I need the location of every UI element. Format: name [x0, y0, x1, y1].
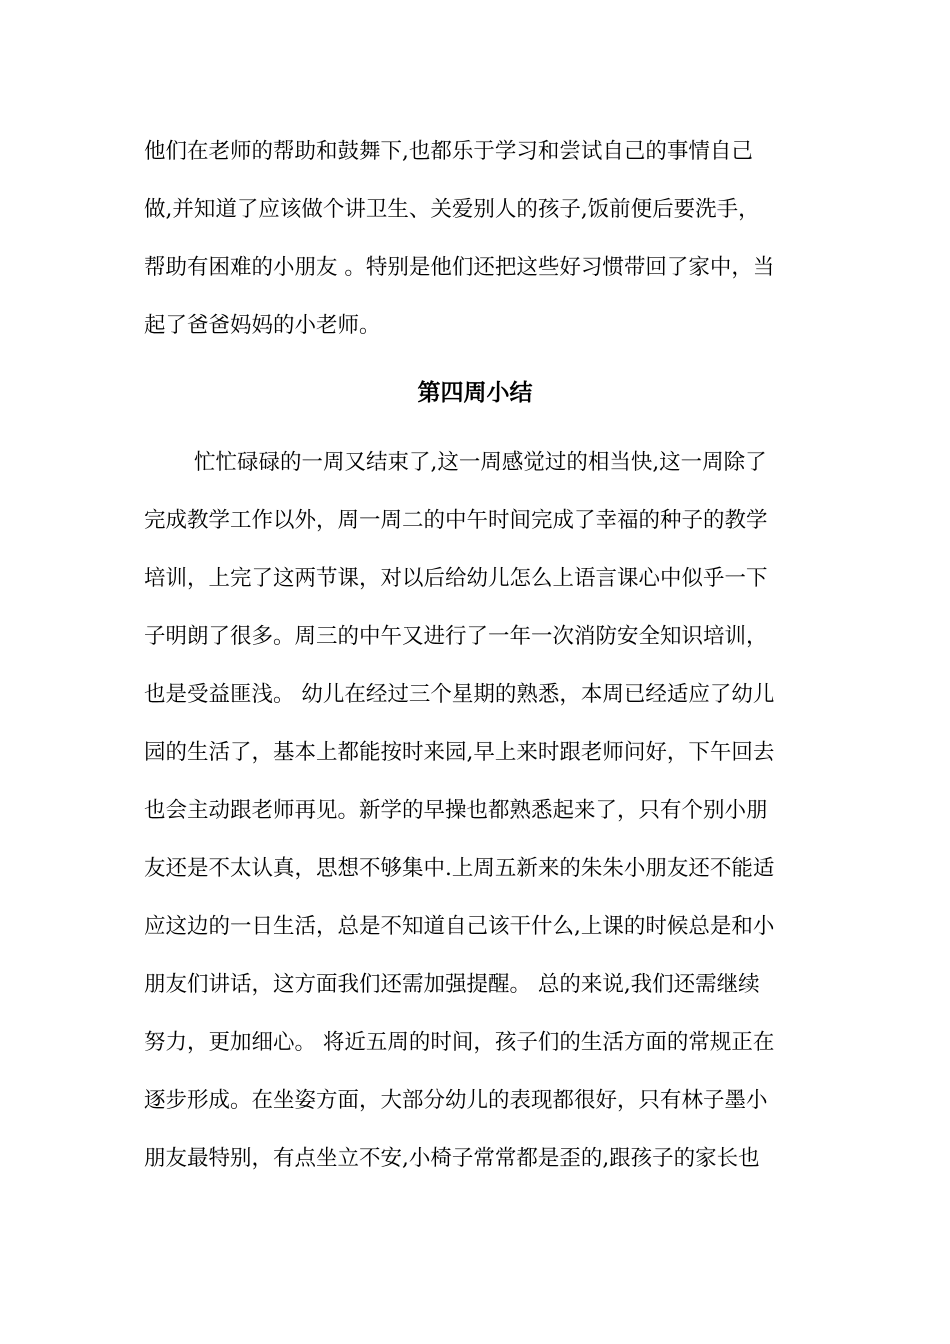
paragraph-line: 培训，上完了这两节课，对以后给幼儿怎么上语言课心中似乎一下 [144, 566, 768, 591]
intro-line: 帮助有困难的小朋友 。特别是他们还把这些好习惯带回了家中，当 [144, 255, 775, 280]
paragraph-line: 朋友最特别，有点坐立不安,小椅子常常都是歪的,跟孩子的家长也 [144, 1146, 760, 1171]
paragraph-line: 友还是不太认真，思想不够集中.上周五新来的朱朱小朋友还不能适 [144, 856, 775, 881]
paragraph-line: 完成教学工作以外，周一周二的中午时间完成了幸福的种子的教学 [144, 508, 768, 533]
paragraph-line: 努力，更加细心。 将近五周的时间，孩子们的生活方面的常规正在 [144, 1030, 775, 1055]
paragraph-line: 也是受益匪浅。 幼儿在经过三个星期的熟悉，本周已经适应了幼儿 [144, 682, 775, 707]
intro-line: 他们在老师的帮助和鼓舞下,也都乐于学习和尝试自己的事情自己 [144, 139, 753, 164]
paragraph-line: 忙忙碌碌的一周又结束了,这一周感觉过的相当快,这一周除了 [194, 450, 767, 475]
intro-line: 起了爸爸妈妈的小老师。 [144, 313, 381, 338]
paragraph-line: 朋友们讲话，这方面我们还需加强提醒。 总的来说,我们还需继续 [144, 972, 760, 997]
paragraph-line: 子明朗了很多。周三的中午又进行了一年一次消防安全知识培训， [144, 624, 768, 649]
intro-line: 做,并知道了应该做个讲卫生、关爱别人的孩子,饭前便后要洗手， [144, 197, 760, 222]
paragraph-line: 园的生活了，基本上都能按时来园,早上来时跟老师问好，下午回去 [144, 740, 775, 765]
paragraph-line: 应这边的一日生活，总是不知道自己该干什么,上课的时候总是和小 [144, 914, 775, 939]
section-title: 第四周小结 [417, 380, 533, 406]
paragraph-line: 逐步形成。在坐姿方面，大部分幼儿的表现都很好，只有林子墨小 [144, 1088, 768, 1113]
paragraph-line: 也会主动跟老师再见。新学的早操也都熟悉起来了，只有个别小朋 [144, 798, 768, 823]
